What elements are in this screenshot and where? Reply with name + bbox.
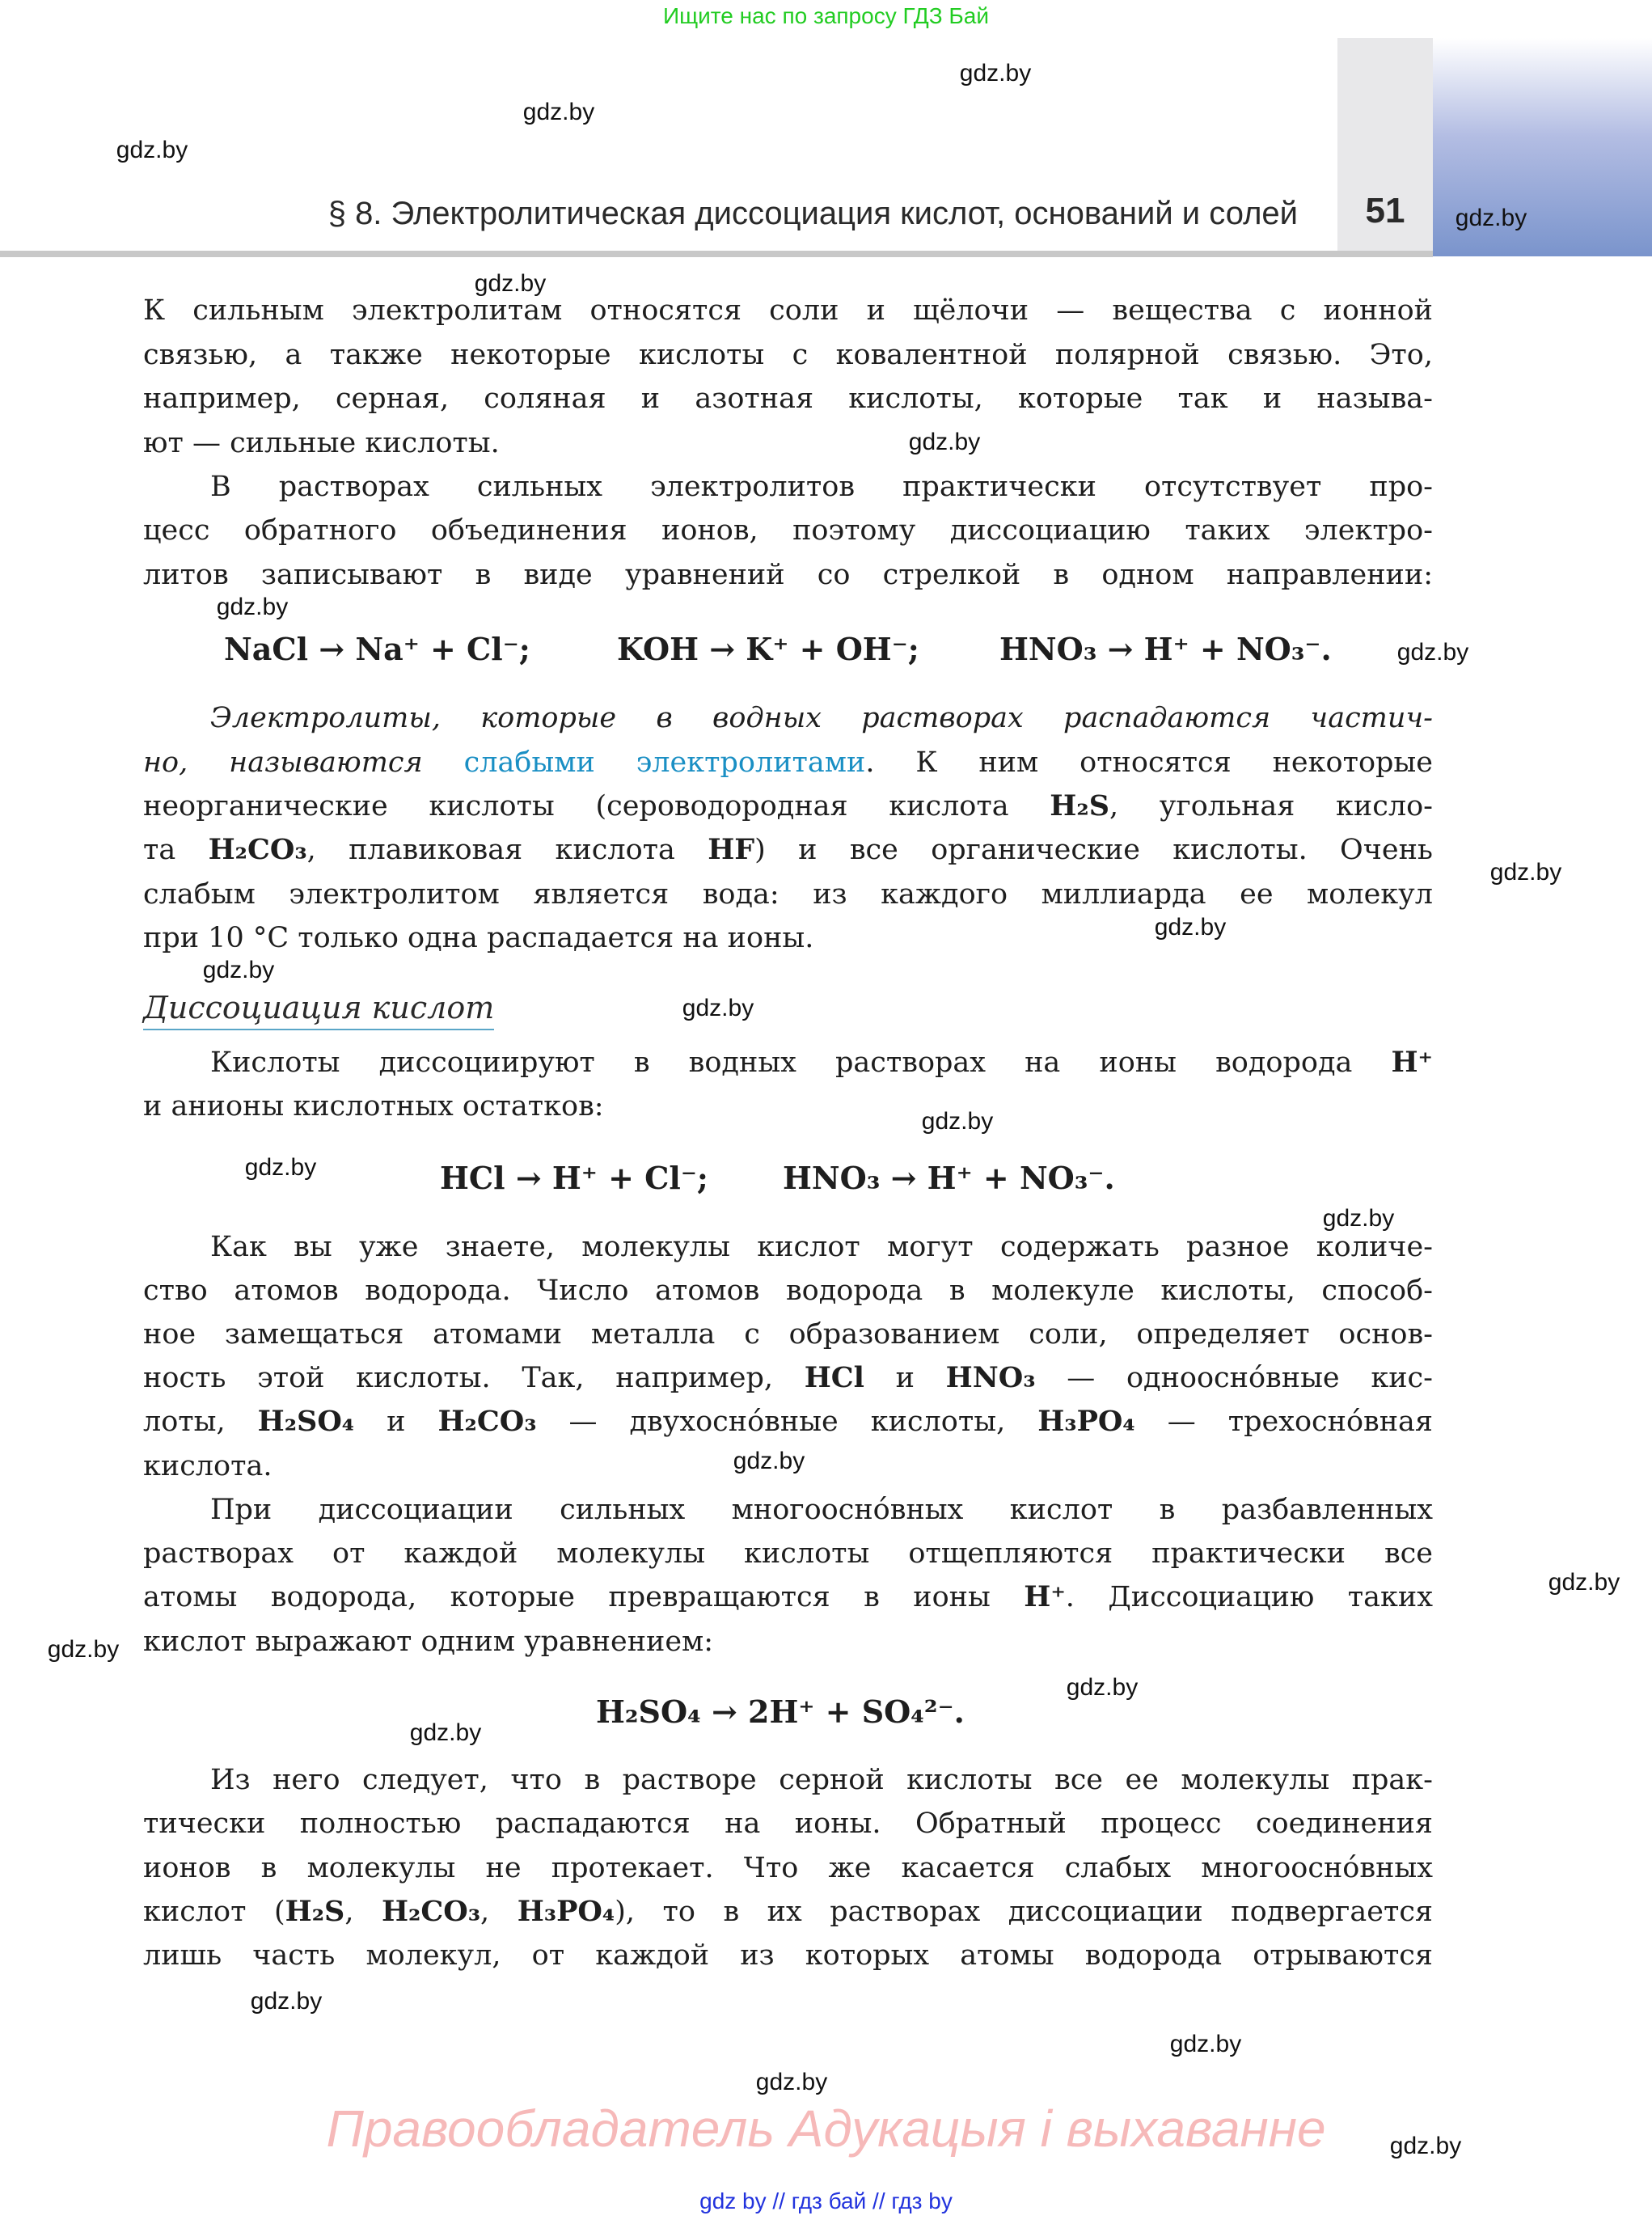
watermark: gdz.by [908,429,981,455]
text-line [143,1577,1433,1617]
chemical-formula: H₂CO₃ [381,1895,481,1928]
text-line [210,1227,1433,1267]
chemical-formula: HCl [804,1361,864,1394]
text-line [143,918,1433,958]
text-segment: . К ним относятся некоторые [865,746,1433,779]
text-segment: . Диссоциацию таких [1065,1581,1433,1613]
watermark: gdz.by [47,1636,120,1663]
chemical-formula: H₂CO₃ [437,1405,537,1438]
text-segment: , [480,1896,518,1928]
equation-hno3-2: HNO₃ → H⁺ + NO₃⁻. [783,1160,1115,1196]
text-segment: кислот выражают одним уравнением: [143,1626,714,1658]
watermark: gdz.by [755,2069,828,2095]
text-line [143,1892,1433,1932]
text-segment: литов записывают в виде уравнений со стрелкой в одном направлении: [143,559,1433,591]
top-banner-link[interactable]: Ищите нас по запросу ГДЗ Бай [662,3,990,28]
text-line [143,1314,1433,1355]
text-segment: , [344,1896,382,1928]
text-segment: В растворах сильных электролитов практически отсутствует про- [210,471,1433,503]
equation-koh: KOH → K⁺ + OH⁻; [617,631,919,667]
watermark: gdz.by [409,1719,482,1746]
text-segment: неорганические кислоты (сероводородная кислота [143,790,1050,822]
text-segment: растворах от каждой молекулы кислоты отщепляются практически все [143,1537,1433,1570]
watermark: gdz.by [216,594,289,620]
text-segment: но, называются [143,746,464,779]
watermark: gdz.by [202,957,275,983]
chemical-formula: H₂S [1050,789,1109,822]
text-segment: и анионы кислотных остатков: [143,1090,604,1123]
text-segment: например, серная, соляная и азотная кислоты, которые так и называ- [143,383,1433,415]
text-segment: ), то в их растворах диссоциации подвергается [615,1896,1433,1928]
text-line [143,1803,1433,1844]
text-line [210,698,1433,738]
section-heading: Диссоциация кислот [143,988,494,1030]
text-line [143,1935,1433,1976]
watermark: gdz.by [522,99,595,125]
text-line [210,1490,1433,1530]
text-line [143,555,1433,595]
header-divider [0,251,1433,257]
text-line [143,742,1433,783]
watermark: gdz.by [733,1448,805,1474]
watermark: gdz.by [1066,1674,1139,1701]
watermark: gdz.by [682,995,754,1021]
text-line [210,1760,1433,1800]
text-line [143,1086,1433,1127]
text-segment: — двухосно́вные кислоты, [536,1406,1038,1438]
text-line [143,1533,1433,1574]
text-segment: ство атомов водорода. Число атомов водорода в молекуле кислоты, способ- [143,1275,1433,1307]
bottom-links[interactable]: gdz by // гдз бай // гдз by [699,2188,953,2213]
rights-notice: Правообладатель Адукацыя і выхаванне [326,2099,1326,2158]
watermark: gdz.by [1169,2031,1242,2057]
text-segment: тически полностью распадаются на ионы. Обратный процесс соединения [143,1808,1433,1840]
watermark: gdz.by [474,270,547,297]
chemical-formula: HF [708,833,755,866]
page-number: 51 [1365,191,1405,230]
text-line [143,830,1433,870]
chemical-formula: H₂SO₄ [257,1405,355,1438]
text-segment: Кислоты диссоциируют в водных растворах на ионы водорода [210,1046,1392,1079]
text-line [143,423,1433,463]
text-line [210,1042,1433,1083]
text-line [143,1358,1433,1398]
text-segment: Как вы уже знаете, молекулы кислот могут содержать разное количе- [210,1231,1433,1263]
equation-nacl: NaCl → Na⁺ + Cl⁻; [224,631,530,667]
text-line [143,510,1433,551]
text-segment: и [354,1406,438,1438]
equation-h2so4: H₂SO₄ → 2H⁺ + SO₄²⁻. [596,1693,965,1730]
text-segment: ионов в молекулы не протекает. Что же касается слабых многоосно́вных [143,1852,1433,1884]
text-segment: , плавиковая кислота [306,834,708,866]
text-segment: ют — сильные кислоты. [143,427,500,459]
text-segment: та [143,834,209,866]
text-segment: связью, а также некоторые кислоты с ковалентной полярной связью. Это, [143,339,1433,371]
text-line [143,290,1433,331]
watermark: gdz.by [1548,1569,1620,1596]
text-segment: лишь часть молекул, от каждой из которых атомы водорода отрываются [143,1939,1433,1972]
text-segment: при 10 °C только одна распадается на ионы. [143,922,814,954]
watermark: gdz.by [1389,2133,1462,2159]
text-segment: Электролиты, которые в водных растворах распадаются частич- [210,702,1433,734]
text-segment: ность этой кислоты. Так, например, [143,1362,805,1394]
text-segment: — трехосно́вная [1134,1406,1433,1438]
watermark: gdz.by [1489,859,1562,886]
text-segment: ) и все органические кислоты. Очень [754,834,1433,866]
text-segment: и [864,1362,946,1394]
text-line [143,1621,1433,1662]
text-segment: К сильным электролитам относятся соли и щёлочи — вещества с ионной [143,294,1433,327]
text-segment: — одноосно́вные кис- [1035,1362,1433,1394]
text-line [143,1402,1433,1442]
chemical-formula: HNO₃ [945,1361,1036,1394]
watermark: gdz.by [1154,914,1227,941]
chemical-formula: H₂S [285,1895,345,1928]
text-segment: лоты, [143,1406,258,1438]
chemical-formula: H⁺ [1391,1046,1433,1079]
text-line [143,786,1433,827]
watermark: gdz.by [244,1154,317,1181]
text-segment: атомы водорода, которые превращаются в ионы [143,1581,1025,1613]
text-segment: кислот ( [143,1896,285,1928]
text-line [210,467,1433,507]
text-segment: ное замещаться атомами металла с образованием соли, определяет основ- [143,1318,1433,1351]
text-segment: кислота. [143,1450,273,1482]
watermark: gdz.by [116,137,188,163]
text-line [143,874,1433,915]
equation-hno3: HNO₃ → H⁺ + NO₃⁻. [999,631,1332,667]
chemical-formula: H₂CO₃ [208,833,307,866]
text-segment: , угольная кисло- [1109,790,1433,822]
text-line [143,1848,1433,1888]
chemical-formula: H₃PO₄ [1037,1405,1135,1438]
watermark: gdz.by [1322,1205,1395,1232]
chemical-formula: H₃PO₄ [517,1895,615,1928]
watermark: gdz.by [1455,205,1527,231]
running-header-title: § 8. Электролитическая диссоциация кислот, оснований и солей [327,196,1298,231]
term-link[interactable]: слабыми электролитами [463,746,866,779]
text-segment: При диссоциации сильных многоосно́вных кислот в разбавленных [210,1494,1433,1526]
watermark: gdz.by [1396,639,1469,666]
text-line [143,1271,1433,1311]
watermark: gdz.by [250,1988,323,2015]
watermark: gdz.by [921,1108,994,1135]
chemical-formula: H⁺ [1024,1580,1066,1613]
watermark: gdz.by [959,60,1032,87]
text-segment: Из него следует, что в растворе серной кислоты все ее молекулы прак- [210,1764,1433,1796]
text-line [143,378,1433,419]
text-segment: цесс обратного объединения ионов, поэтому диссоциацию таких электро- [143,514,1433,547]
text-segment: слабым электролитом является вода: из каждого миллиарда ее молекул [143,878,1433,911]
text-line [143,335,1433,375]
equation-hcl: HCl → H⁺ + Cl⁻; [440,1160,708,1196]
